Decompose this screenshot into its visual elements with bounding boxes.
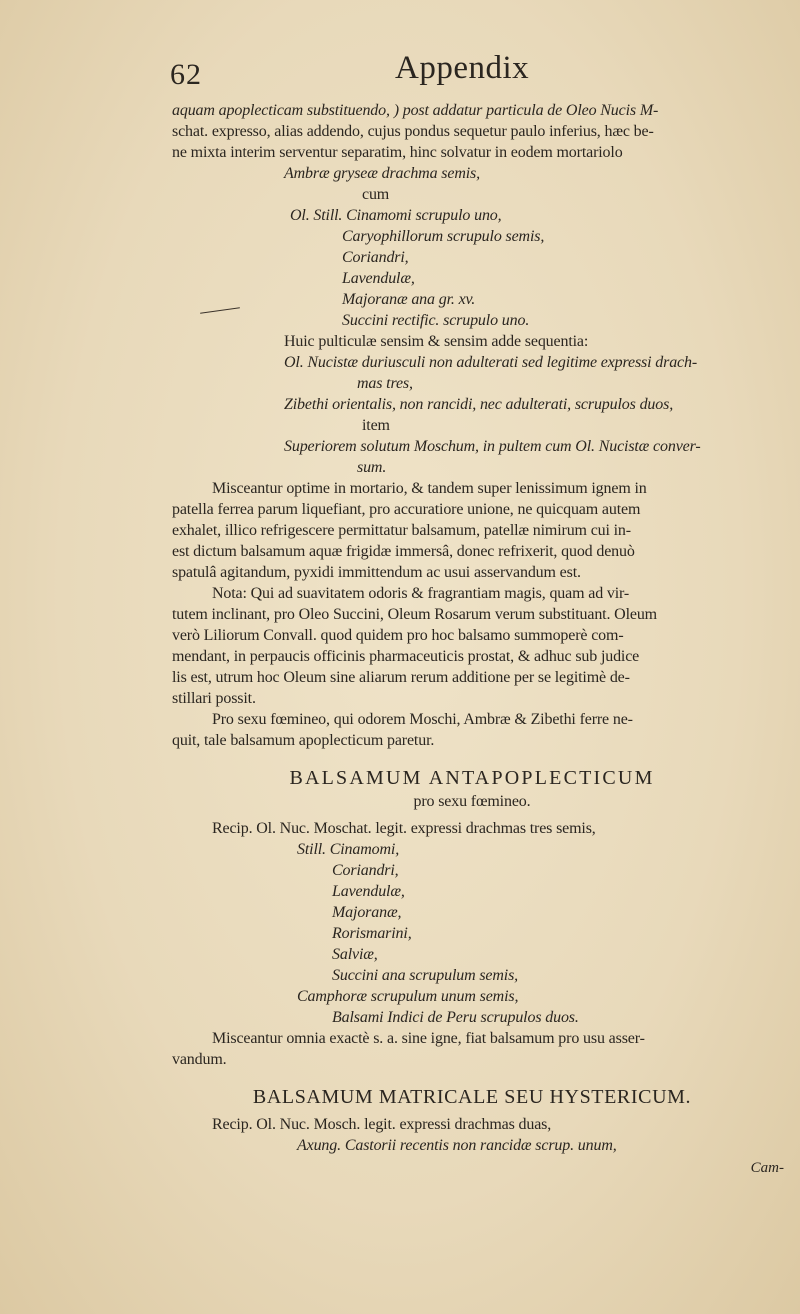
text-line: Majoranæ,: [332, 904, 402, 921]
text-line: Succini ana scrupulum semis,: [332, 967, 519, 984]
text-line: Coriandri,: [342, 249, 409, 266]
text-line: schat. expresso, alias addendo, cujus pondus sequetur paulo inferius, hæc be-: [172, 123, 654, 140]
text-line: quit, tale balsamum apoplecticum paretur.: [172, 732, 435, 749]
text-line: Ol. Still. Cinamomi scrupulo uno,: [290, 207, 502, 224]
text-line: Axung. Castorii recentis non rancidæ scrup. unum,: [297, 1137, 617, 1154]
text-line: exhalet, illico refrigescere permittatur balsamum, patellæ nimirum cui in-: [172, 522, 631, 539]
text-line: mas tres,: [357, 375, 413, 392]
page-number: 62: [170, 58, 202, 91]
main-text: [172, 100, 772, 751]
text-line: Huic pulticulæ sensim & sensim adde sequentia:: [284, 333, 589, 350]
text-line: stillari possit.: [172, 690, 256, 707]
section-heading-matricale: BALSAMUM MATRICALE SEU HYSTERICUM.: [252, 1086, 692, 1108]
text-line: vandum.: [172, 1051, 227, 1068]
text-line: Zibethi orientalis, non rancidi, nec adulterati, scrupulos duos,: [284, 396, 674, 413]
text-line: spatulâ agitandum, pyxidi immittendum ac usui asservandum est.: [172, 564, 581, 581]
text-line: patella ferrea parum liquefiant, pro accuratiore unione, ne quicquam autem: [172, 501, 641, 518]
page-body: [172, 100, 772, 1156]
text-line: sum.: [357, 459, 387, 476]
text-line: tutem inclinant, pro Oleo Succini, Oleum Rosarum verum substituant. Oleum: [172, 606, 657, 623]
text-line: verò Liliorum Convall. quod quidem pro hoc balsamo summoperè com-: [172, 627, 624, 644]
text-line: est dictum balsamum aquæ frigidæ immersâ, donec refrixerit, quod denuò: [172, 543, 635, 560]
text-line: Caryophillorum scrupulo semis,: [342, 228, 545, 245]
text-line: Rorismarini,: [332, 925, 412, 942]
text-line: Succini rectific. scrupulo uno.: [342, 312, 530, 329]
section-heading-antapoplecticum: BALSAMUM ANTAPOPLECTICUM: [289, 767, 655, 789]
text-line: Misceantur optime in mortario, & tandem super lenissimum ignem in: [212, 480, 647, 497]
text-line: lis est, utrum hoc Oleum sine aliarum rerum additione per se legitimè de-: [172, 669, 630, 686]
text-line: Ambræ gryseæ drachma semis,: [284, 165, 480, 182]
text-line: mendant, in perpaucis officinis pharmaceuticis prostat, & adhuc sub judice: [172, 648, 640, 665]
text-line: Balsami Indici de Peru scrupulos duos.: [332, 1009, 579, 1026]
text-line: Recip. Ol. Nuc. Moschat. legit. expressi drachmas tres semis,: [212, 820, 596, 837]
text-line: Still. Cinamomi,: [297, 841, 400, 858]
text-line: Ol. Nucistæ duriusculi non adulterati sed legitime expressi drach-: [284, 354, 698, 371]
text-line: Superiorem solutum Moschum, in pultem cum Ol. Nucistæ conver-: [284, 438, 701, 455]
text-line: Camphoræ scrupulum unum semis,: [297, 988, 519, 1005]
page-title: Appendix: [395, 50, 530, 86]
running-head: [170, 50, 640, 100]
text-line: Coriandri,: [332, 862, 399, 879]
text-line: Recip. Ol. Nuc. Mosch. legit. expressi drachmas duas,: [212, 1116, 552, 1133]
text-line: Misceantur omnia exactè s. a. sine igne, fiat balsamum pro usu asser-: [212, 1030, 645, 1047]
text-line: Pro sexu fœmineo, qui odorem Moschi, Ambræ & Zibethi ferre ne-: [212, 711, 633, 728]
text-line: cum: [362, 186, 390, 203]
text-line: aquam apoplecticam substituendo, ) post addatur particula de Oleo Nucis M-: [172, 102, 659, 119]
catchword: Cam-: [750, 1160, 784, 1176]
text-line: Majoranæ ana gr. xv.: [342, 291, 476, 308]
text-line: ne mixta interim serventur separatim, hinc solvatur in eodem mortariolo: [172, 144, 623, 161]
recipe-matricale: [172, 1114, 772, 1156]
section-subheading: pro sexu fœmineo.: [413, 793, 531, 810]
text-line: Lavendulæ,: [332, 883, 405, 900]
text-line: item: [362, 417, 390, 434]
text-line: Nota: Qui ad suavitatem odoris & fragrantiam magis, quam ad vir-: [212, 585, 630, 602]
text-line: Salviæ,: [332, 946, 378, 963]
text-line: Lavendulæ,: [342, 270, 415, 287]
recipe-antapoplecticum: [172, 818, 772, 1070]
